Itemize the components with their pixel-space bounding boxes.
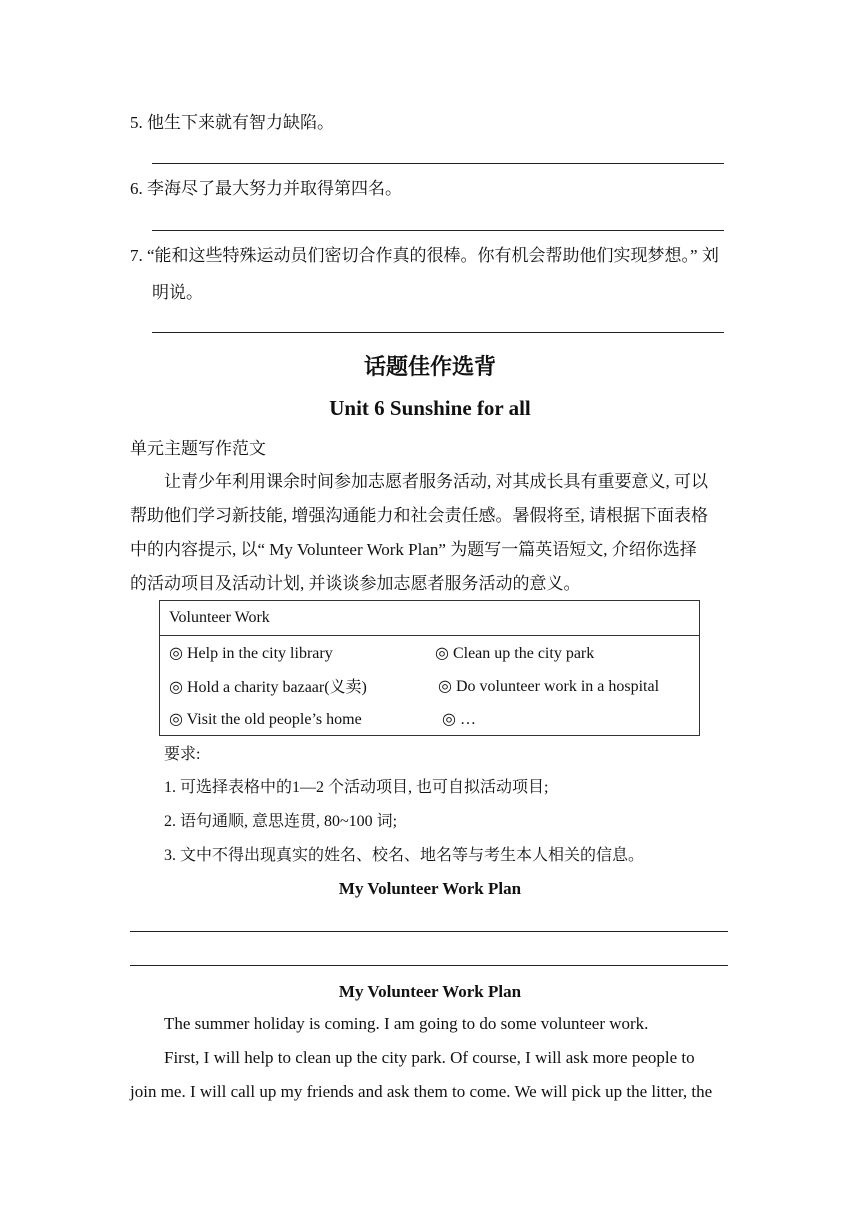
- prompt-line-1: 让青少年利用课余时间参加志愿者服务活动, 对其成长具有重要意义, 可以: [164, 472, 708, 491]
- writing-line-2: [130, 965, 728, 966]
- table-row: [160, 669, 700, 702]
- answer-line-7: [152, 332, 724, 333]
- essay-title: My Volunteer Work Plan: [338, 982, 522, 1001]
- table-header: Volunteer Work: [160, 601, 700, 636]
- section-subtitle: 单元主题写作范文: [130, 439, 266, 458]
- writing-prompt: [130, 465, 730, 601]
- prompt-line-3: 中的内容提示, 以“ My Volunteer Work Plan” 为题写一篇英语短文, 介绍你选择: [130, 540, 697, 559]
- exercise-7-line2: 明说。: [152, 283, 203, 302]
- writing-line-1: [130, 931, 728, 932]
- volunteer-work-table: [159, 600, 700, 736]
- table-cell: ◎ Do volunteer work in a hospital: [438, 677, 660, 695]
- table-row: [160, 636, 700, 670]
- unit-title: Unit 6 Sunshine for all: [329, 396, 531, 420]
- blank-essay-title: My Volunteer Work Plan: [338, 879, 522, 898]
- exercise-7-line1: 7. “能和这些特殊运动员们密切合作真的很棒。你有机会帮助他们实现梦想。” 刘: [130, 246, 719, 265]
- essay-paragraph-2-line1: First, I will help to clean up the city park. Of course, I will ask more people to: [164, 1048, 695, 1067]
- requirements-label: 要求:: [164, 746, 201, 763]
- prompt-line-2: 帮助他们学习新技能, 增强沟通能力和社会责任感。暑假将至, 请根据下面表格: [130, 506, 708, 525]
- exercise-6: 6. 李海尽了最大努力并取得第四名。: [130, 179, 402, 198]
- table-cell: ◎ Help in the city library: [169, 644, 333, 662]
- answer-line-5: [152, 163, 724, 164]
- requirement-item-2: 2. 语句通顺, 意思连贯, 80~100 词;: [164, 813, 398, 830]
- section-title: 话题佳作选背: [363, 354, 496, 379]
- table-cell: ◎ …: [442, 710, 476, 728]
- answer-line-6: [152, 230, 724, 231]
- essay-paragraph-2-line2: join me. I will call up my friends and ask them to come. We will pick up the litter, the: [130, 1082, 713, 1101]
- prompt-line-4: 的活动项目及活动计划, 并谈谈参加志愿者服务活动的意义。: [130, 574, 581, 593]
- exercise-5: 5. 他生下来就有智力缺陷。: [130, 113, 334, 132]
- table-cell: ◎ Clean up the city park: [435, 644, 595, 662]
- table-cell: ◎ Visit the old people’s home: [169, 710, 362, 728]
- sample-essay: [130, 1007, 730, 1109]
- table-row: [160, 702, 700, 736]
- essay-paragraph-1: The summer holiday is coming. I am going to do some volunteer work.: [164, 1014, 649, 1033]
- requirement-item-1: 1. 可选择表格中的1—2 个活动项目, 也可自拟活动项目;: [164, 779, 549, 796]
- requirement-item-3: 3. 文中不得出现真实的姓名、校名、地名等与考生本人相关的信息。: [164, 847, 645, 864]
- table-cell: ◎ Hold a charity bazaar(义卖): [169, 679, 367, 696]
